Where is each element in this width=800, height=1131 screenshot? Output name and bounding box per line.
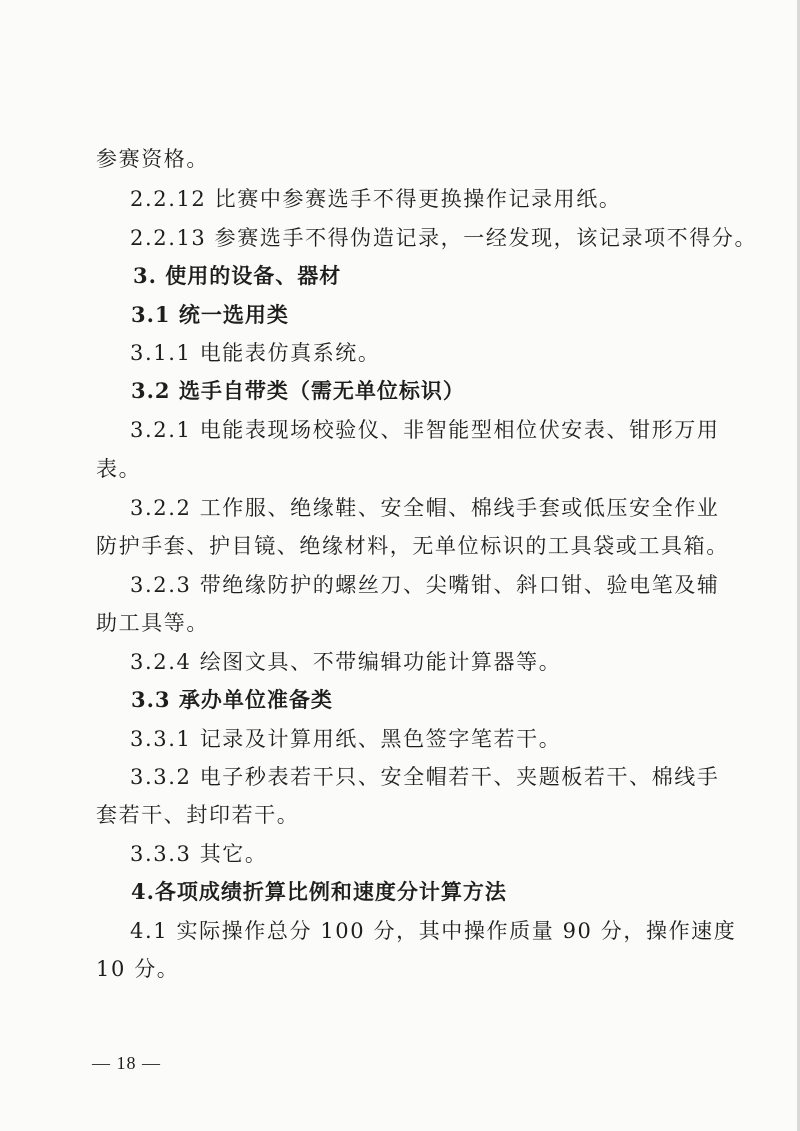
clause-3-3-3: 3.3.3 其它。 <box>130 842 268 866</box>
clause-3-2-1-line-1: 3.2.1 电能表现场校验仪、非智能型相位伏安表、钳形万用 <box>130 418 720 442</box>
clause-3-3-2-line-2: 套若干、封印若干。 <box>96 803 300 827</box>
paragraph-continuation: 参赛资格。 <box>96 147 209 171</box>
subsection-heading-3-2: 3.2 选手自带类（需无单位标识） <box>131 378 465 403</box>
clause-3-3-1: 3.3.1 记录及计算用纸、黑色签字笔若干。 <box>130 727 562 751</box>
clause-3-2-4: 3.2.4 绘图文具、不带编辑功能计算器等。 <box>130 650 562 674</box>
subsection-heading-3-3: 3.3 承办单位准备类 <box>131 687 333 712</box>
clause-3-2-3-line-1: 3.2.3 带绝缘防护的螺丝刀、尖嘴钳、斜口钳、验电笔及辅 <box>130 573 720 597</box>
clause-3-2-2-line-1: 3.2.2 工作服、绝缘鞋、安全帽、棉线手套或低压安全作业 <box>130 496 720 520</box>
clause-4-1-line-2: 10 分。 <box>96 957 180 981</box>
clause-3-2-3-line-2: 助工具等。 <box>96 611 209 635</box>
section-heading-4: 4.各项成绩折算比例和速度分计算方法 <box>131 879 507 904</box>
subsection-heading-3-1: 3.1 统一选用类 <box>131 302 289 327</box>
clause-3-2-1-line-2: 表。 <box>96 457 142 481</box>
clause-4-1-line-1: 4.1 实际操作总分 100 分，其中操作质量 90 分，操作速度 <box>130 919 737 943</box>
clause-3-3-2-line-1: 3.3.2 电子秒表若干只、安全帽若干、夹题板若干、棉线手 <box>130 765 720 789</box>
clause-3-2-2-line-2: 防护手套、护目镜、绝缘材料，无单位标识的工具袋或工具箱。 <box>96 534 729 558</box>
page-number: — 18 — <box>92 1053 161 1073</box>
clause-2-2-12: 2.2.12 比赛中参赛选手不得更换操作记录用纸。 <box>130 187 622 211</box>
clause-2-2-13: 2.2.13 参赛选手不得伪造记录，一经发现，该记录项不得分。 <box>130 226 758 250</box>
clause-3-1-1: 3.1.1 电能表仿真系统。 <box>130 341 381 365</box>
section-heading-3: 3. 使用的设备、器材 <box>133 263 342 288</box>
